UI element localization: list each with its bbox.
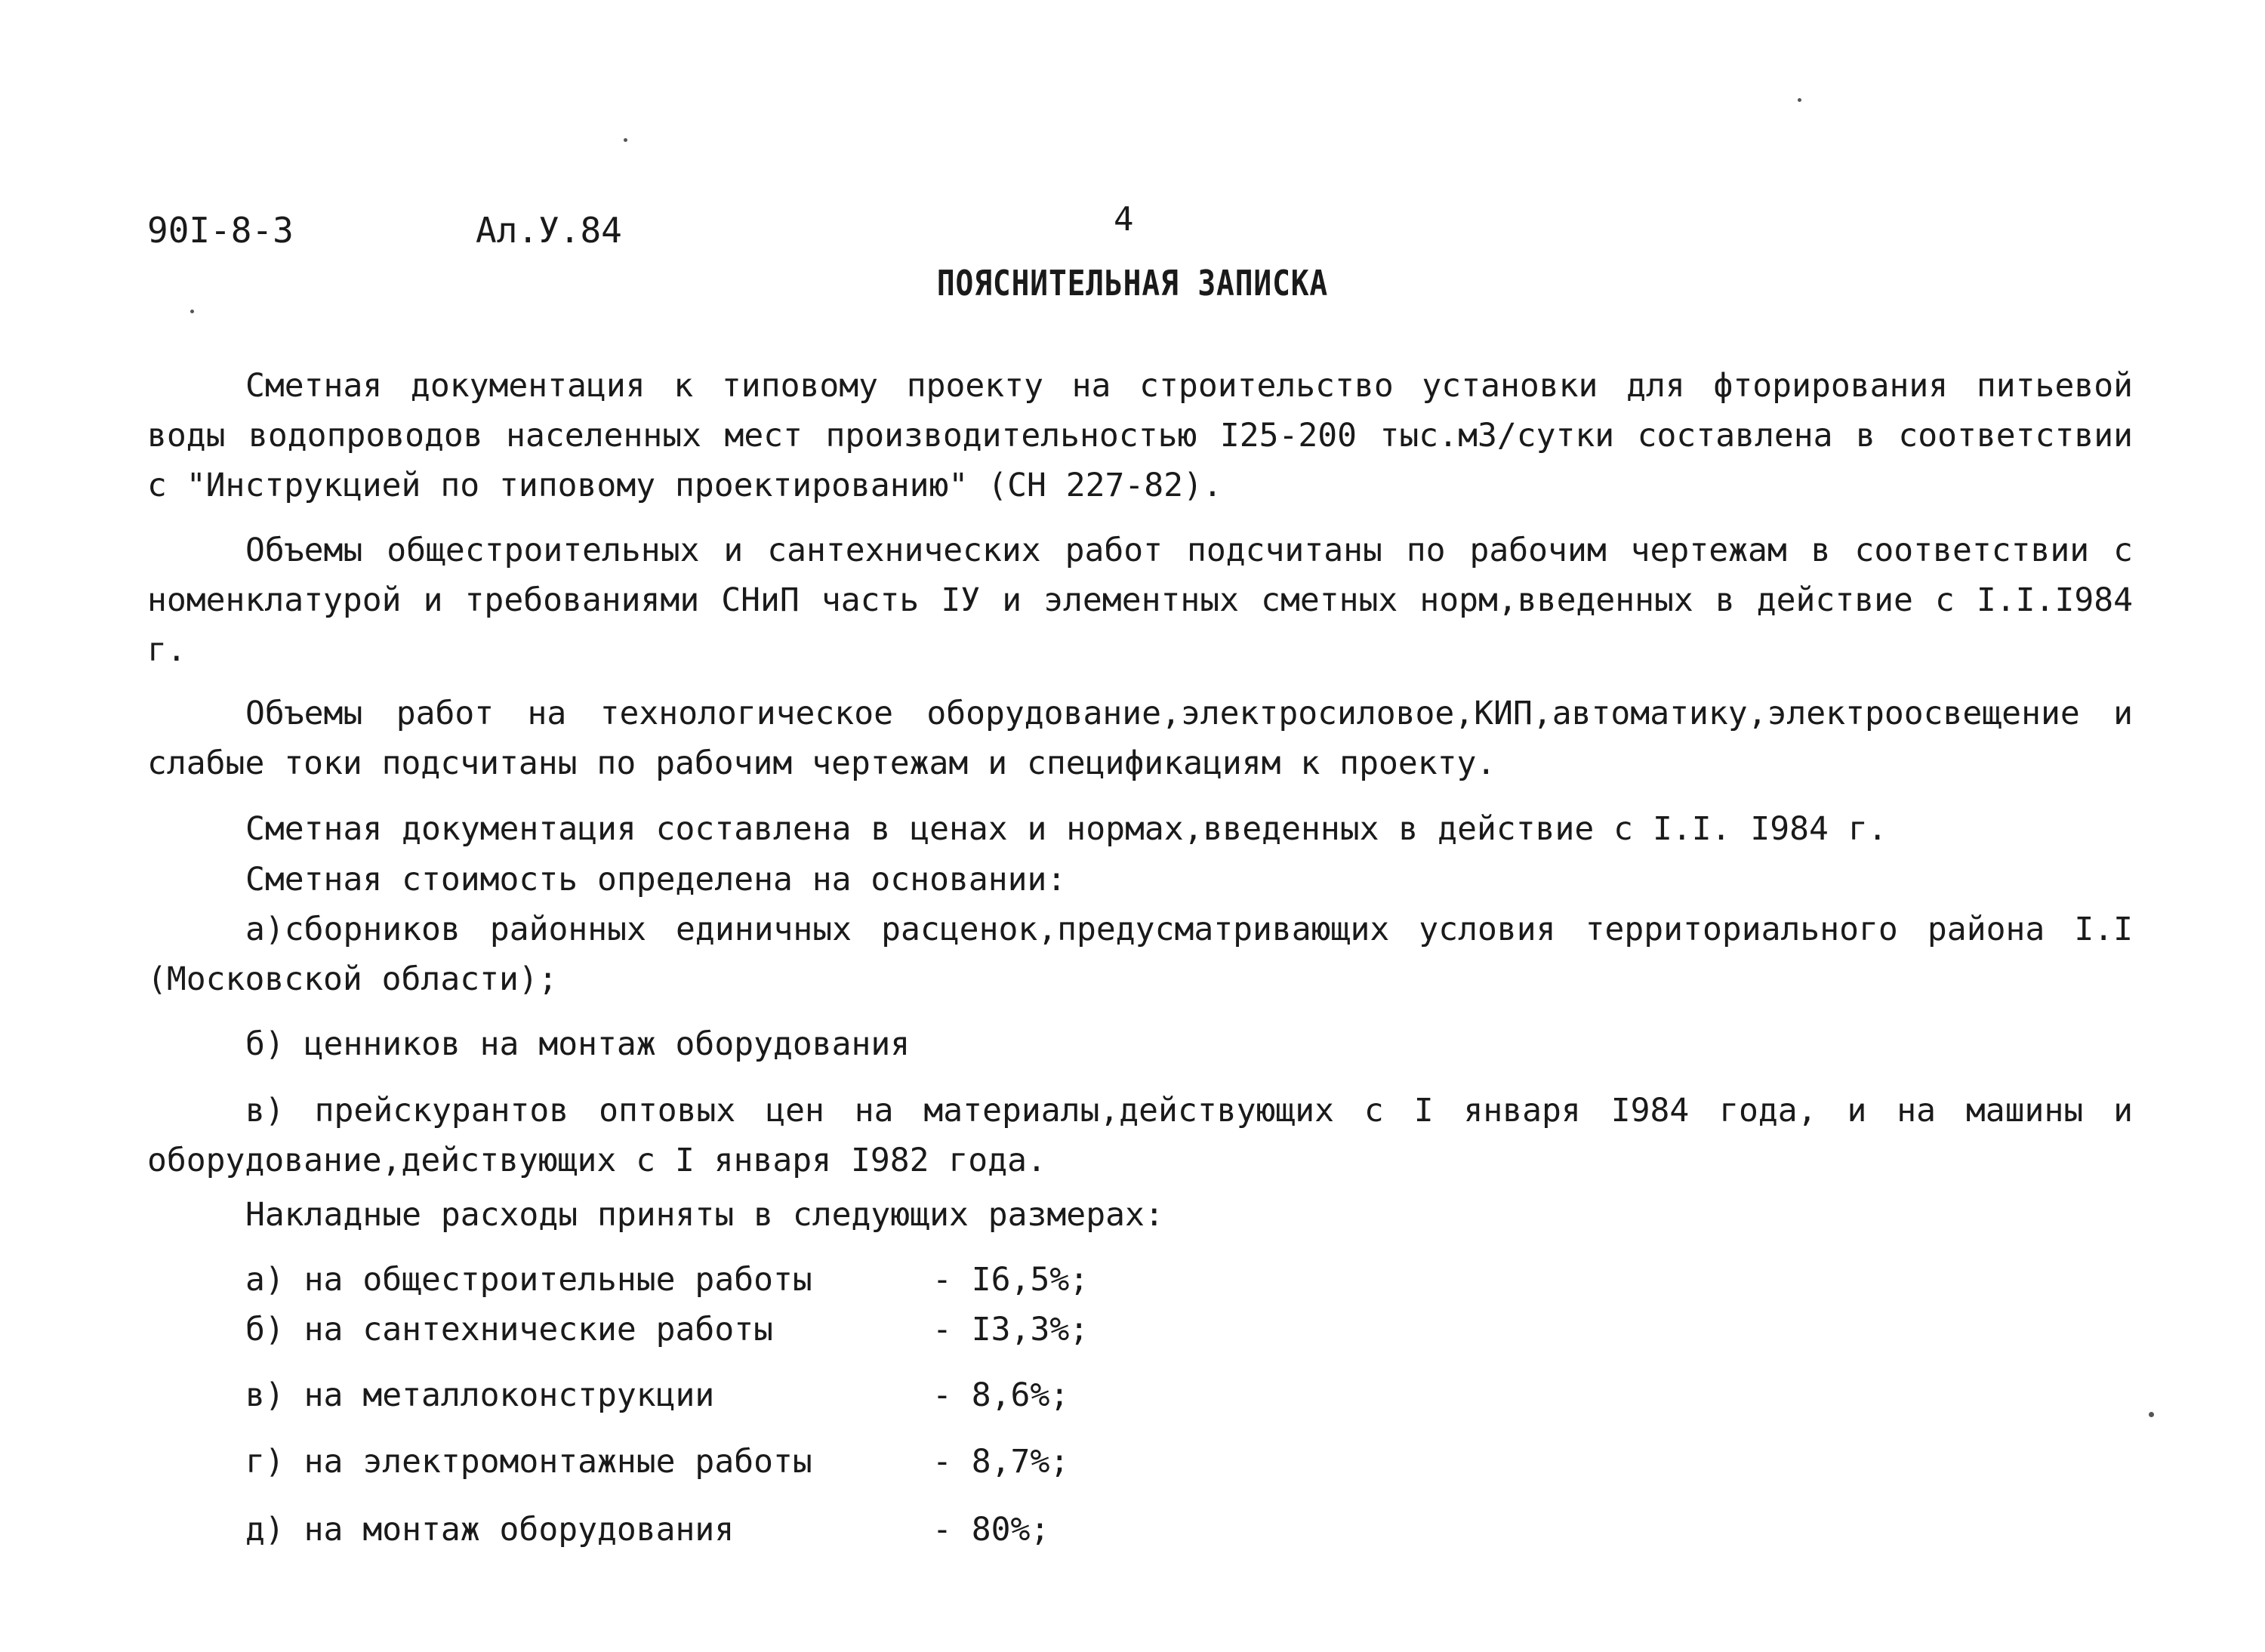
page-number: 4	[1114, 200, 1134, 239]
scan-speck	[2149, 1412, 2154, 1417]
basis-item-a: а)сборников районных единичных расценок,предусматривающих условия территориального района I.I (Московской области);	[147, 911, 2133, 998]
overhead-item-label: б) на сантехнические работы	[245, 1311, 773, 1348]
document-title: ПОЯСНИТЕЛЬНАЯ ЗАПИСКА	[936, 263, 1329, 304]
overhead-item-label: д) на монтаж оборудования	[245, 1511, 735, 1549]
scan-speck	[624, 138, 627, 142]
paragraph-equipment-volumes: Объемы работ на технологическое оборудование,электросиловое,КИП,автоматику,электроосвещение и слабые токи подсчитаны по рабочим чертежам и спецификациям к проекту.	[147, 695, 2133, 782]
overhead-item-value: - I3,3%;	[932, 1311, 1089, 1348]
basis-item-b: б) ценников на монтаж оборудования	[245, 1025, 911, 1063]
album-number: Ал.У.84	[476, 210, 622, 251]
paragraph-construction-volumes: Объемы общестроительных и сантехнических работ подсчитаны по рабочим чертежам в соответствии с номенклатурой и требованиями СНиП часть IУ и элементных сметных норм,введенных в действие с I.I.I984 г.	[147, 532, 2133, 669]
overhead-item-value: - 80%;	[932, 1511, 1050, 1549]
document-code: 90I-8-3	[147, 210, 294, 251]
overhead-intro: Накладные расходы приняты в следующих размерах:	[245, 1196, 1164, 1234]
basis-item-c: в) прейскурантов оптовых цен на материалы,действующих с I января I984 года, и на машины и оборудование,действующих с I января I982 года.	[147, 1092, 2133, 1179]
basis-line: Сметная стоимость определена на основании:	[245, 861, 1067, 898]
overhead-item-label: в) на металлоконструкции	[245, 1376, 715, 1414]
paragraph-intro: Сметная документация к типовому проекту на строительство установки для фторирования питьевой воды водопроводов населенных мест производительностью I25-200 тыс.м3/сутки составлена в соответствии с "Инструкцией по типовому проектированию" (СН 227-82).	[147, 367, 2133, 504]
overhead-item-label: а) на общестроительные работы	[245, 1261, 812, 1299]
scan-speck	[1798, 98, 1801, 102]
overhead-item-value: - I6,5%;	[932, 1261, 1089, 1299]
scan-speck	[190, 310, 194, 313]
price-line: Сметная документация составлена в ценах и нормах,введенных в действие с I.I. I984 г.	[245, 810, 1888, 848]
overhead-item-value: - 8,7%;	[932, 1443, 1070, 1481]
overhead-item-label: г) на электромонтажные работы	[245, 1443, 812, 1481]
overhead-item-value: - 8,6%;	[932, 1376, 1070, 1414]
